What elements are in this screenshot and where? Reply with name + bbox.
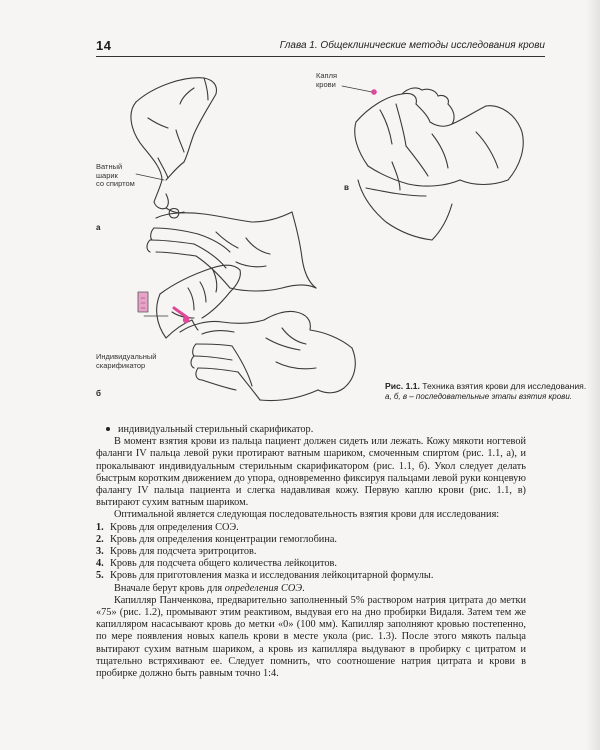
caption-sub: а, б, в – последовательные этапы взятия крови. <box>385 392 572 401</box>
label-cotton: Ватный шарик со спиртом <box>96 162 135 189</box>
caption-text: Техника взятия крови для исследования. <box>419 381 587 391</box>
panel-a-illustration <box>131 78 316 291</box>
blood-drop <box>371 89 377 95</box>
caption-title: Рис. 1.1. <box>385 381 420 391</box>
bullet-item: индивидуальный стерильный скарификатор. <box>96 424 526 436</box>
paragraph-1: В момент взятия крови из пальца пациент должен сидеть или лежать. Кожу мякоти ногтевой фаланги IV пальца левой руки протирают ватным шариком, смоченным спиртом (рис. 1.1, а), и прокалывают индивидуальным стерильным скарификатором (рис. 1.1, б). Укол следует делать быстрым коротким движением до упора, одновременно фиксируя пальцами левой руки концевую фалангу IV пальца пациента и слегка надавливая кожу. Первую каплю крови (рис. 1.1, в) вытирают сухим ватным шариком. <box>96 436 526 509</box>
panel-v-illustration <box>342 86 523 240</box>
list-item: 1. Кровь для определения СОЭ. <box>96 521 239 533</box>
page-edge-shadow <box>586 0 600 750</box>
header-rule <box>96 56 545 57</box>
panel-label-v: в <box>344 183 349 192</box>
scarifier-tip <box>183 317 189 323</box>
paragraph-2: Оптимальной является следующая последовательность взятия крови для исследования: <box>114 509 500 521</box>
scarifier-package <box>138 292 148 312</box>
paragraph-4: Капилляр Панченкова, предварительно заполненный 5% раствором натрия цитрата до метки «75» (рис. 1.2), промывают этим реактивом, выдувая его на дно пробирки Видаля. Затем тем же капилляром насасывают кровь до метки «0» (100 мм). Капилляр заполняют кровью постепенно, по мере появления новых капель крови в месте укола (рис. 1.3). После этого мякоть пальца вытирают сухим ватным шариком, а кровь из капилляра выдувают в пробирку с цитратом и тщательно встряхивают ее. Следует помнить, что соотношение натрия цитрата и крови в пробирке должно быть равным точно 1:4. <box>96 594 526 680</box>
paragraph-3: Вначале берут кровь для определения СОЭ. <box>114 582 305 594</box>
figure-caption <box>385 381 587 402</box>
running-head: Глава 1. Общеклинические методы исследования крови <box>279 40 545 51</box>
panel-b-illustration <box>144 265 355 400</box>
page-number: 14 <box>96 38 112 53</box>
order-list <box>96 522 526 583</box>
list-item: 4. Кровь для подсчета общего количества лейкоцитов. <box>96 558 337 570</box>
hands-illustration <box>96 62 546 410</box>
list-item: 5. Кровь для приготовления мазка и исследования лейкоцитарной формулы. <box>96 570 434 582</box>
list-item: 2. Кровь для определения концентрации гемоглобина. <box>96 533 337 545</box>
label-scarifier: Индивидуальный скарификатор <box>96 352 157 370</box>
list-item: 3. Кровь для подсчета эритроцитов. <box>96 546 257 558</box>
panel-label-a: а <box>96 223 101 232</box>
body-text <box>96 424 526 680</box>
bullet-dot-icon <box>106 427 110 431</box>
label-blood-drop: Капля крови <box>316 71 338 89</box>
figure-1-1 <box>96 62 546 410</box>
panel-label-b: б <box>96 389 101 398</box>
